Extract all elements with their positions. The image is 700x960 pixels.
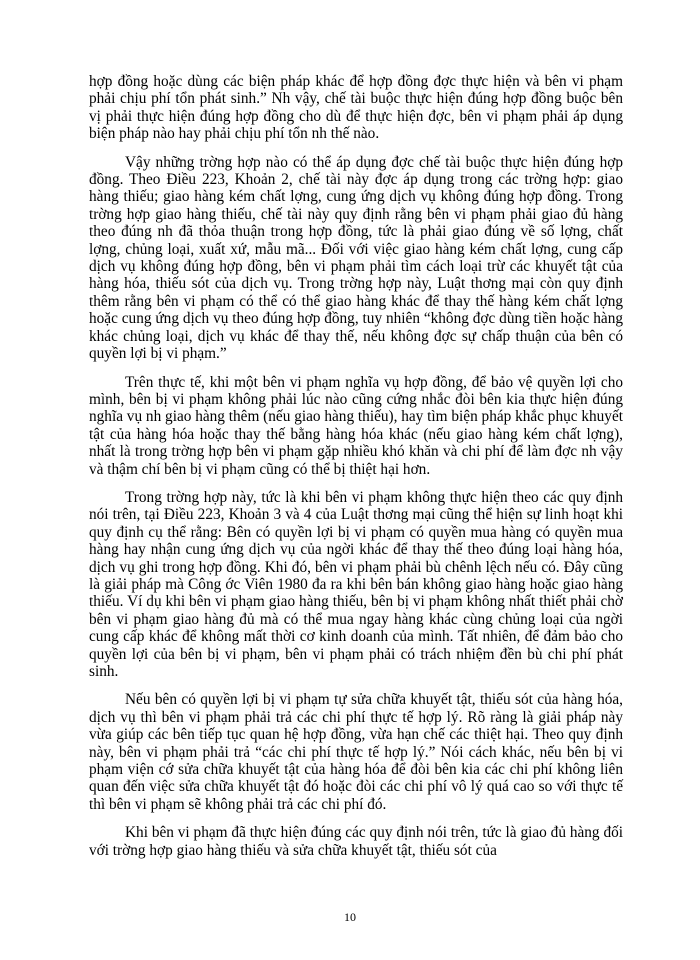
paragraph-5: Nếu bên có quyền lợi bị vi phạm tự sửa chữa khuyết tật, thiếu sót của hàng hóa, dịch vụ thì bên vi phạm phải trả các chi phí thực tế hợp lý. Rõ ràng là giải pháp này vừa giúp các bên tiếp tục quan hệ hợp đồng, vừa hạn chế các thiệt hại. Theo quy định này, bên vi phạm phải trả “các chi phí thực tế hợp lý.” Nói cách khác, nếu bên bị vi phạm viện cớ sửa chữa khuyết tật của hàng hóa để đòi bên kia các chi phí không liên quan đến việc sửa chữa khuyết tật đó hoặc đòi các chi phí vô lý quá cao so với thực tế thì bên vi phạm sẽ không phải trả các chi phí đó. [89, 691, 623, 813]
document-body [89, 73, 623, 870]
paragraph-2: Vậy những trờng hợp nào có thể áp dụng đợc chế tài buộc thực hiện đúng hợp đồng. Theo Điều 223, Khoản 2, chế tài này đợc áp dụng trong các trờng hợp: giao hàng thiếu; giao hàng kém chất lợng, cung ứng dịch vụ không đúng hợp đồng. Trong trờng hợp giao hàng thiếu, chế tài này quy định rằng bên vi phạm phải giao đủ hàng theo đúng nh đã thỏa thuận trong hợp đồng, tức là phải giao đúng về số lợng, chất lợng, chủng loại, xuất xứ, mẫu mã... Đối với việc giao hàng kém chất lợng, cung cấp dịch vụ không đúng hợp đồng, bên vi phạm phải tìm cách loại trừ các khuyết tật của hàng hóa, thiếu sót của dịch vụ. Trong trờng hợp này, Luật thơng mại còn quy định thêm rằng bên vi phạm có thể có thể giao hàng khác để thay thế hàng kém chất lợng hoặc cung ứng dịch vụ theo đúng hợp đồng, tuy nhiên “không đợc dùng tiền hoặc hàng khác chủng loại, dịch vụ khác để thay thế, nếu không đợc sự chấp thuận của bên có quyền lợi bị vi phạm.” [89, 153, 623, 363]
paragraph-1: hợp đồng hoặc dùng các biện pháp khác để hợp đồng đợc thực hiện và bên vi phạm phải chịu phí tổn phát sinh.” Nh vậy, chế tài buộc thực hiện đúng hợp đồng buộc bên vị phải thực hiện đúng hợp đồng cho dù để thực hiện đợc, bên vi phạm phải áp dụng biện pháp nào hay phải chịu phí tổn nh thế nào. [89, 73, 623, 143]
paragraph-6: Khi bên vi phạm đã thực hiện đúng các quy định nói trên, tức là giao đủ hàng đối với trờng hợp giao hàng thiếu và sửa chữa khuyết tật, thiếu sót của [89, 824, 623, 859]
page-number: 10 [344, 910, 356, 924]
paragraph-3: Trên thực tế, khi một bên vi phạm nghĩa vụ hợp đồng, để bảo vệ quyền lợi cho mình, bên bị vi phạm không phải lúc nào cũng cứng nhắc đòi bên kia thực hiện đúng nghĩa vụ nh giao hàng thêm (nếu giao hàng thiếu), hay tìm biện pháp khắc phục khuyết tật của hàng hóa hoặc thay thế bằng hàng hóa khác (nếu giao hàng kém chất lợng), nhất là trong trờng hợp bên vi phạm gặp nhiều khó khăn và chi phí để làm đợc nh vậy và thậm chí bên bị vi phạm cũng có thể bị thiệt hại hơn. [89, 373, 623, 478]
paragraph-4: Trong trờng hợp này, tức là khi bên vi phạm không thực hiện theo các quy định nói trên, tại Điều 223, Khoản 3 và 4 của Luật thơng mại cũng thể hiện sự linh hoạt khi quy định cụ thể rằng: Bên có quyền lợi bị vi phạm có quyền mua hàng có quyền mua hàng hay nhận cung ứng dịch vụ của ngời khác để thay thế theo đúng loại hàng hóa, dịch vụ ghi trong hợp đồng. Khi đó, bên vi phạm phải bù chênh lệch nếu có. Đây cũng là giải pháp mà Công ớc Viên 1980 đa ra khi bên bán không giao hàng hoặc giao hàng thiếu. Ví dụ khi bên vi phạm giao hàng thiếu, bên bị vi phạm không nhất thiết phải chờ bên vi phạm giao hàng đủ mà có thể mua ngay hàng khác cùng chủng loại của ngời cung cấp khác để không mất thời cơ kinh doanh của mình. Tất nhiên, để đảm bảo cho quyền lợi của bên bị vi phạm, bên vi phạm phải có trách nhiệm đền bù chi phí phát sinh. [89, 488, 623, 680]
